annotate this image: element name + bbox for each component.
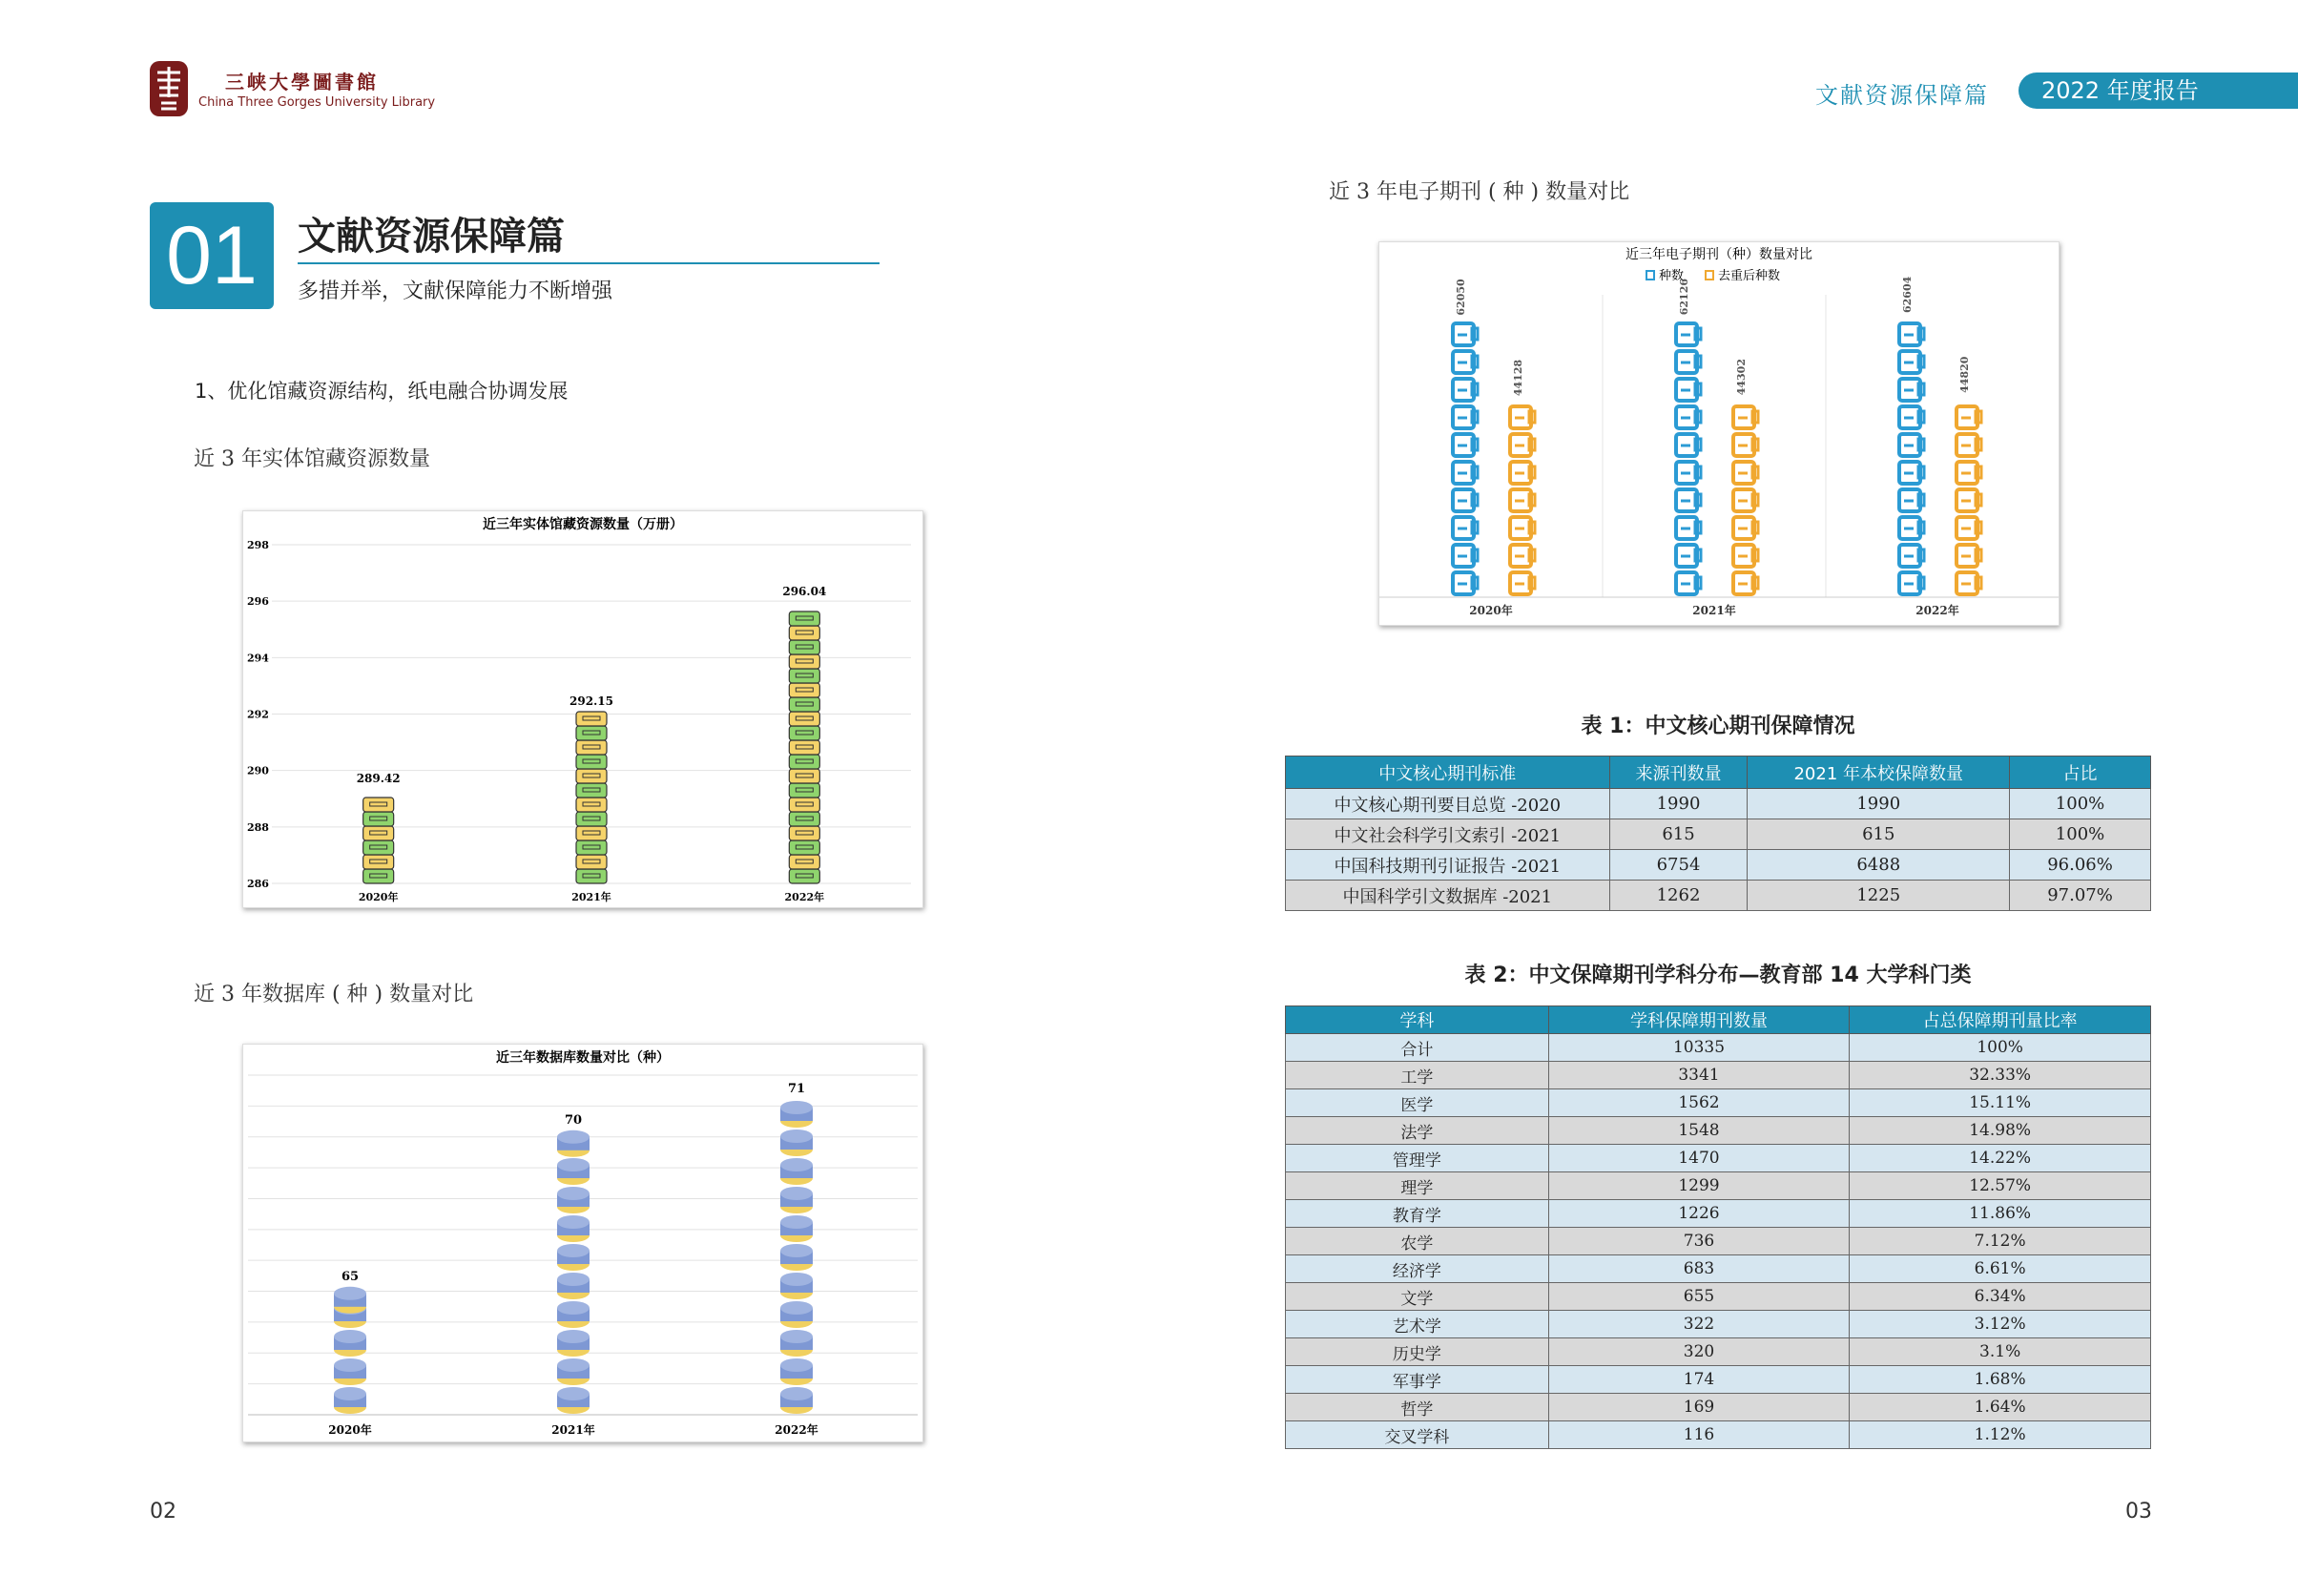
table-cell: 174 bbox=[1548, 1366, 1850, 1394]
chapter-title: 文献资源保障篇 bbox=[298, 215, 565, 259]
column-header: 2021 年本校保障数量 bbox=[1748, 757, 2010, 789]
y-tick-label: 288 bbox=[247, 820, 269, 834]
table-row bbox=[1286, 1172, 2151, 1200]
bar bbox=[1453, 323, 1478, 594]
ejournal-chart-frame bbox=[1378, 241, 2060, 626]
y-tick-label: 298 bbox=[247, 539, 269, 551]
table-row bbox=[1286, 1089, 2151, 1117]
column-header: 中文核心期刊标准 bbox=[1286, 757, 1610, 789]
table-cell: 管理学 bbox=[1286, 1145, 1549, 1172]
table-cell: 3.12% bbox=[1850, 1311, 2151, 1338]
table-cell: 交叉学科 bbox=[1286, 1421, 1549, 1449]
column-header: 占总保障期刊量比率 bbox=[1850, 1006, 2151, 1034]
column-header: 学科 bbox=[1286, 1006, 1549, 1034]
y-tick-label: 286 bbox=[247, 878, 269, 890]
table-cell: 97.07% bbox=[2010, 881, 2151, 911]
table-cell: 艺术学 bbox=[1286, 1311, 1549, 1338]
physical-collection-chart bbox=[243, 511, 922, 907]
table2-caption: 表 2：中文保障期刊学科分布—教育部 14 大学科门类 bbox=[1464, 964, 1972, 987]
chart-title: 近三年实体馆藏资源数量（万册） bbox=[483, 517, 683, 532]
data-label: 62604 bbox=[1901, 276, 1914, 314]
column-header: 占比 bbox=[2010, 757, 2151, 789]
table-cell: 12.57% bbox=[1850, 1172, 2151, 1200]
column-header: 学科保障期刊数量 bbox=[1548, 1006, 1850, 1034]
table-cell: 中文核心期刊要目总览 -2020 bbox=[1286, 789, 1610, 819]
table-cell: 历史学 bbox=[1286, 1338, 1549, 1366]
table-row bbox=[1286, 1394, 2151, 1421]
table-cell: 3.1% bbox=[1850, 1338, 2151, 1366]
report-year-badge: 2022 年度报告 bbox=[2019, 73, 2298, 109]
legend-label: 去重后种数 bbox=[1718, 269, 1781, 283]
database-chart-caption: 近 3 年数据库 ( 种 ) 数量对比 bbox=[194, 983, 474, 1006]
table-cell: 7.12% bbox=[1850, 1228, 2151, 1255]
table-cell: 1299 bbox=[1548, 1172, 1850, 1200]
data-label: 44820 bbox=[1958, 356, 1971, 393]
table-cell: 中国科学引文数据库 -2021 bbox=[1286, 881, 1610, 911]
table-cell: 中文社会科学引文索引 -2021 bbox=[1286, 819, 1610, 850]
table-row bbox=[1286, 1283, 2151, 1311]
data-label: 44302 bbox=[1735, 359, 1748, 396]
y-tick-label: 294 bbox=[247, 652, 269, 665]
data-label: 62050 bbox=[1455, 279, 1467, 316]
chart-title: 近三年数据库数量对比（种） bbox=[496, 1050, 670, 1066]
table-cell: 1225 bbox=[1748, 881, 2010, 911]
table-cell: 文学 bbox=[1286, 1283, 1549, 1311]
table-cell: 经济学 bbox=[1286, 1255, 1549, 1283]
table-cell: 理学 bbox=[1286, 1172, 1549, 1200]
table-row bbox=[1286, 1338, 2151, 1366]
table-row bbox=[1286, 1366, 2151, 1394]
table-cell: 3341 bbox=[1548, 1062, 1850, 1089]
library-name-cn: 三峡大學圖書館 bbox=[225, 71, 379, 93]
table1-caption: 表 1：中文核心期刊保障情况 bbox=[1581, 715, 1855, 738]
table-cell: 6.61% bbox=[1850, 1255, 2151, 1283]
table-row bbox=[1286, 1117, 2151, 1145]
table-cell: 10335 bbox=[1548, 1034, 1850, 1062]
y-tick-label: 290 bbox=[247, 764, 269, 777]
legend-label: 种数 bbox=[1659, 269, 1685, 283]
table-cell: 615 bbox=[1609, 819, 1748, 850]
table-cell: 683 bbox=[1548, 1255, 1850, 1283]
table-cell: 736 bbox=[1548, 1228, 1850, 1255]
bar bbox=[1510, 406, 1535, 594]
bar bbox=[576, 712, 607, 883]
column-header: 来源刊数量 bbox=[1609, 757, 1748, 789]
table-cell: 1990 bbox=[1609, 789, 1748, 819]
data-label: 70 bbox=[564, 1112, 583, 1128]
table-row bbox=[1286, 881, 2151, 911]
table-cell: 6.34% bbox=[1850, 1283, 2151, 1311]
table-cell: 1470 bbox=[1548, 1145, 1850, 1172]
table-header-row bbox=[1286, 757, 2151, 789]
legend-swatch bbox=[1646, 271, 1654, 280]
table-cell: 1562 bbox=[1548, 1089, 1850, 1117]
table-row bbox=[1286, 850, 2151, 881]
table-cell: 320 bbox=[1548, 1338, 1850, 1366]
x-tick-label: 2022年 bbox=[784, 891, 825, 903]
table-cell: 322 bbox=[1548, 1311, 1850, 1338]
bar bbox=[780, 1101, 813, 1414]
table-cell: 1226 bbox=[1548, 1200, 1850, 1228]
x-tick-label: 2021年 bbox=[551, 1423, 595, 1437]
x-tick-label: 2021年 bbox=[1692, 604, 1736, 617]
data-label: 65 bbox=[341, 1269, 360, 1284]
table-cell: 655 bbox=[1548, 1283, 1850, 1311]
data-label: 296.04 bbox=[782, 584, 827, 598]
x-tick-label: 2022年 bbox=[775, 1423, 818, 1437]
table-cell: 100% bbox=[1850, 1034, 2151, 1062]
table-row bbox=[1286, 1228, 2151, 1255]
bar bbox=[1733, 406, 1758, 594]
table-cell: 100% bbox=[2010, 819, 2151, 850]
x-tick-label: 2020年 bbox=[358, 891, 399, 903]
table-cell: 615 bbox=[1748, 819, 2010, 850]
table-row bbox=[1286, 1034, 2151, 1062]
table-cell: 1.68% bbox=[1850, 1366, 2151, 1394]
data-label: 71 bbox=[787, 1082, 806, 1096]
data-label: 292.15 bbox=[569, 694, 613, 709]
bar bbox=[789, 611, 819, 883]
table-row bbox=[1286, 1311, 2151, 1338]
table-cell: 1548 bbox=[1548, 1117, 1850, 1145]
table-row bbox=[1286, 1255, 2151, 1283]
library-name-en: China Three Gorges University Library bbox=[198, 95, 436, 110]
chapter-divider bbox=[298, 262, 880, 264]
chart-title: 近三年电子期刊（种）数量对比 bbox=[1625, 247, 1812, 262]
data-label: 62126 bbox=[1678, 278, 1690, 316]
library-seal-logo bbox=[148, 59, 190, 118]
table-row bbox=[1286, 1200, 2151, 1228]
data-label: 289.42 bbox=[356, 771, 401, 785]
bar bbox=[1676, 323, 1701, 594]
x-tick-label: 2020年 bbox=[1469, 604, 1513, 617]
table-row bbox=[1286, 789, 2151, 819]
table-cell: 100% bbox=[2010, 789, 2151, 819]
chapter-number: 01 bbox=[150, 202, 274, 309]
data-label: 44128 bbox=[1512, 359, 1524, 397]
y-tick-label: 296 bbox=[247, 595, 269, 609]
table-cell: 哲学 bbox=[1286, 1394, 1549, 1421]
table-cell: 15.11% bbox=[1850, 1089, 2151, 1117]
table-header-row bbox=[1286, 1006, 2151, 1034]
table-row bbox=[1286, 819, 2151, 850]
bar bbox=[557, 1130, 590, 1414]
table-cell: 中国科技期刊引证报告 -2021 bbox=[1286, 850, 1610, 881]
core-journal-table bbox=[1285, 756, 2151, 911]
bar bbox=[334, 1287, 366, 1414]
ejournal-count-chart bbox=[1379, 242, 2059, 625]
bar bbox=[363, 798, 394, 883]
database-chart-frame bbox=[242, 1044, 923, 1442]
table-cell: 医学 bbox=[1286, 1089, 1549, 1117]
table-cell: 农学 bbox=[1286, 1228, 1549, 1255]
table-cell: 军事学 bbox=[1286, 1366, 1549, 1394]
page-number-left: 02 bbox=[150, 1500, 176, 1523]
table-cell: 1990 bbox=[1748, 789, 2010, 819]
table-cell: 14.98% bbox=[1850, 1117, 2151, 1145]
table-cell: 法学 bbox=[1286, 1117, 1549, 1145]
table-cell: 工学 bbox=[1286, 1062, 1549, 1089]
table-row bbox=[1286, 1421, 2151, 1449]
ejournal-chart-caption: 近 3 年电子期刊 ( 种 ) 数量对比 bbox=[1329, 180, 1630, 204]
table-row bbox=[1286, 1062, 2151, 1089]
table-cell: 教育学 bbox=[1286, 1200, 1549, 1228]
table-row bbox=[1286, 1145, 2151, 1172]
physical-chart-caption: 近 3 年实体馆藏资源数量 bbox=[194, 447, 430, 471]
page-number-right: 03 bbox=[2125, 1500, 2152, 1523]
table-cell: 96.06% bbox=[2010, 850, 2151, 881]
legend-swatch bbox=[1706, 271, 1713, 280]
x-tick-label: 2020年 bbox=[328, 1423, 372, 1437]
table-cell: 1262 bbox=[1609, 881, 1748, 911]
table-cell: 11.86% bbox=[1850, 1200, 2151, 1228]
x-tick-label: 2022年 bbox=[1915, 604, 1959, 617]
bar bbox=[1956, 406, 1981, 594]
table-cell: 116 bbox=[1548, 1421, 1850, 1449]
table-cell: 1.64% bbox=[1850, 1394, 2151, 1421]
physical-chart-frame bbox=[242, 510, 923, 908]
table-cell: 合计 bbox=[1286, 1034, 1549, 1062]
table-cell: 1.12% bbox=[1850, 1421, 2151, 1449]
y-tick-label: 292 bbox=[247, 708, 269, 721]
bar bbox=[1899, 323, 1924, 594]
table-cell: 6488 bbox=[1748, 850, 2010, 881]
table-cell: 169 bbox=[1548, 1394, 1850, 1421]
table-cell: 14.22% bbox=[1850, 1145, 2151, 1172]
x-tick-label: 2021年 bbox=[571, 891, 611, 903]
subject-distribution-table bbox=[1285, 1005, 2151, 1449]
table-cell: 32.33% bbox=[1850, 1062, 2151, 1089]
section-heading: 1、优化馆藏资源结构，纸电融合协调发展 bbox=[195, 380, 569, 403]
database-count-chart bbox=[243, 1045, 922, 1441]
chapter-subtitle: 多措并举，文献保障能力不断增强 bbox=[298, 280, 613, 303]
header-section-label: 文献资源保障篇 bbox=[1815, 82, 1989, 109]
table-cell: 6754 bbox=[1609, 850, 1748, 881]
